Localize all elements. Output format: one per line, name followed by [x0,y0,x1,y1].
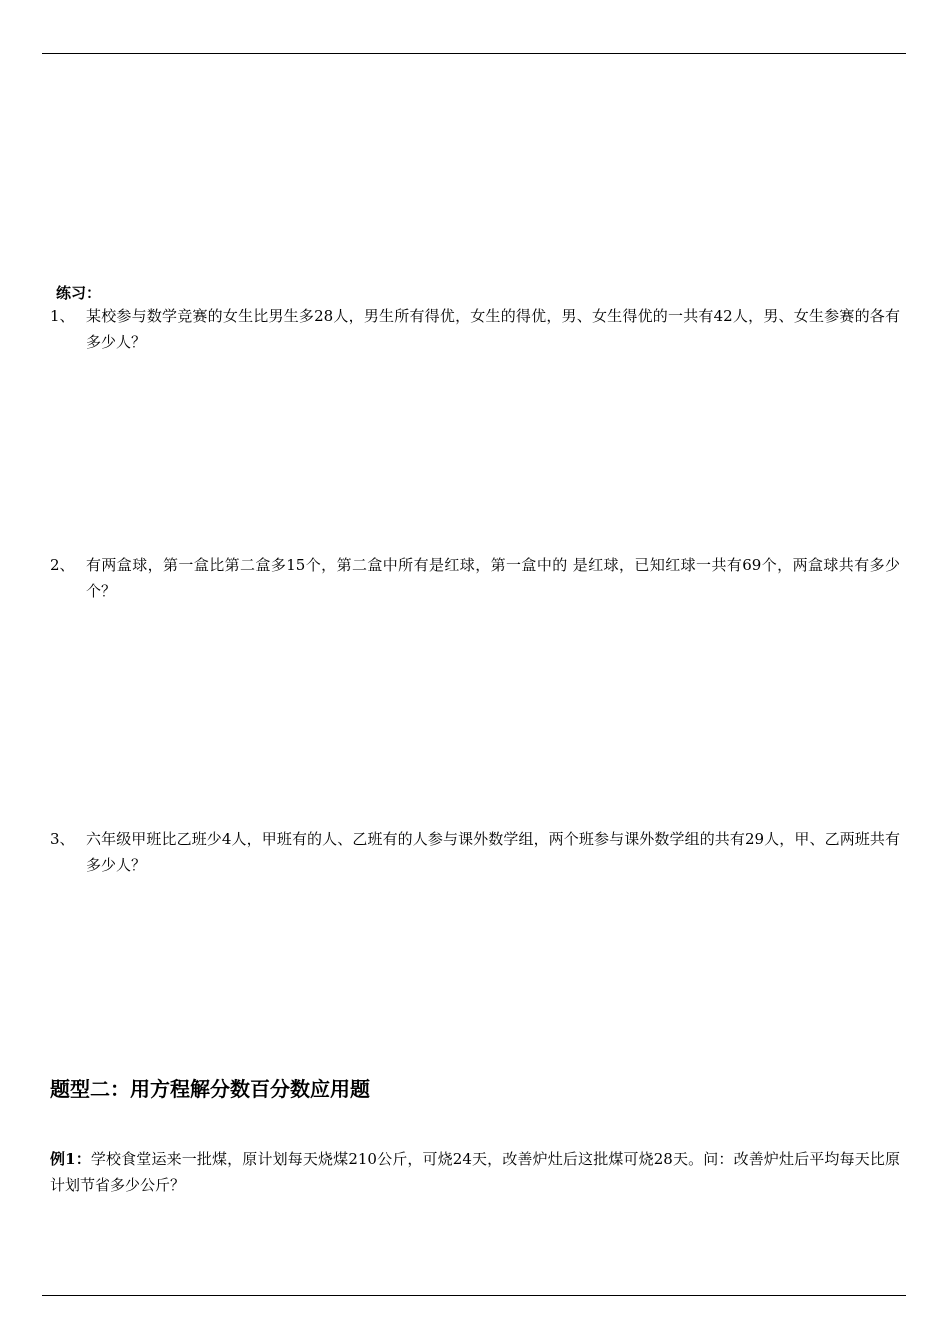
problem-number: 3、 [50,830,75,848]
practice-label: 练习： [56,284,102,302]
header-rule [42,53,906,54]
section-heading: 题型二：用方程解分数百分数应用题 [50,1077,370,1101]
problem-2 [50,552,900,604]
example-text: 学校食堂运来一批煤，原计划每天烧煤210公斤，可烧24天，改善炉灶后这批煤可烧28天。问：改善炉灶后平均每天比原计划节省多少公斤？ [50,1150,901,1194]
problem-1 [50,303,900,355]
problem-text: 某校参与数学竞赛的女生比男生多28人，男生所有得优，女生的得优，男、女生得优的一共有42人，男、女生参赛的各有多少人？ [86,307,900,351]
footer-rule [42,1295,906,1296]
problem-number: 2、 [50,556,75,574]
problem-3 [50,826,900,878]
example-label: 例1： [50,1150,91,1168]
problem-text: 有两盒球，第一盒比第二盒多15个，第二盒中所有是红球，第一盒中的 是红球，已知红球一共有69个，两盒球共有多少个？ [86,556,900,600]
problem-number: 1、 [50,307,75,325]
problem-text: 六年级甲班比乙班少4人，甲班有的人、乙班有的人参与课外数学组，两个班参与课外数学组的共有29人，甲、乙两班共有多少人？ [86,830,900,874]
example-1 [50,1146,900,1198]
